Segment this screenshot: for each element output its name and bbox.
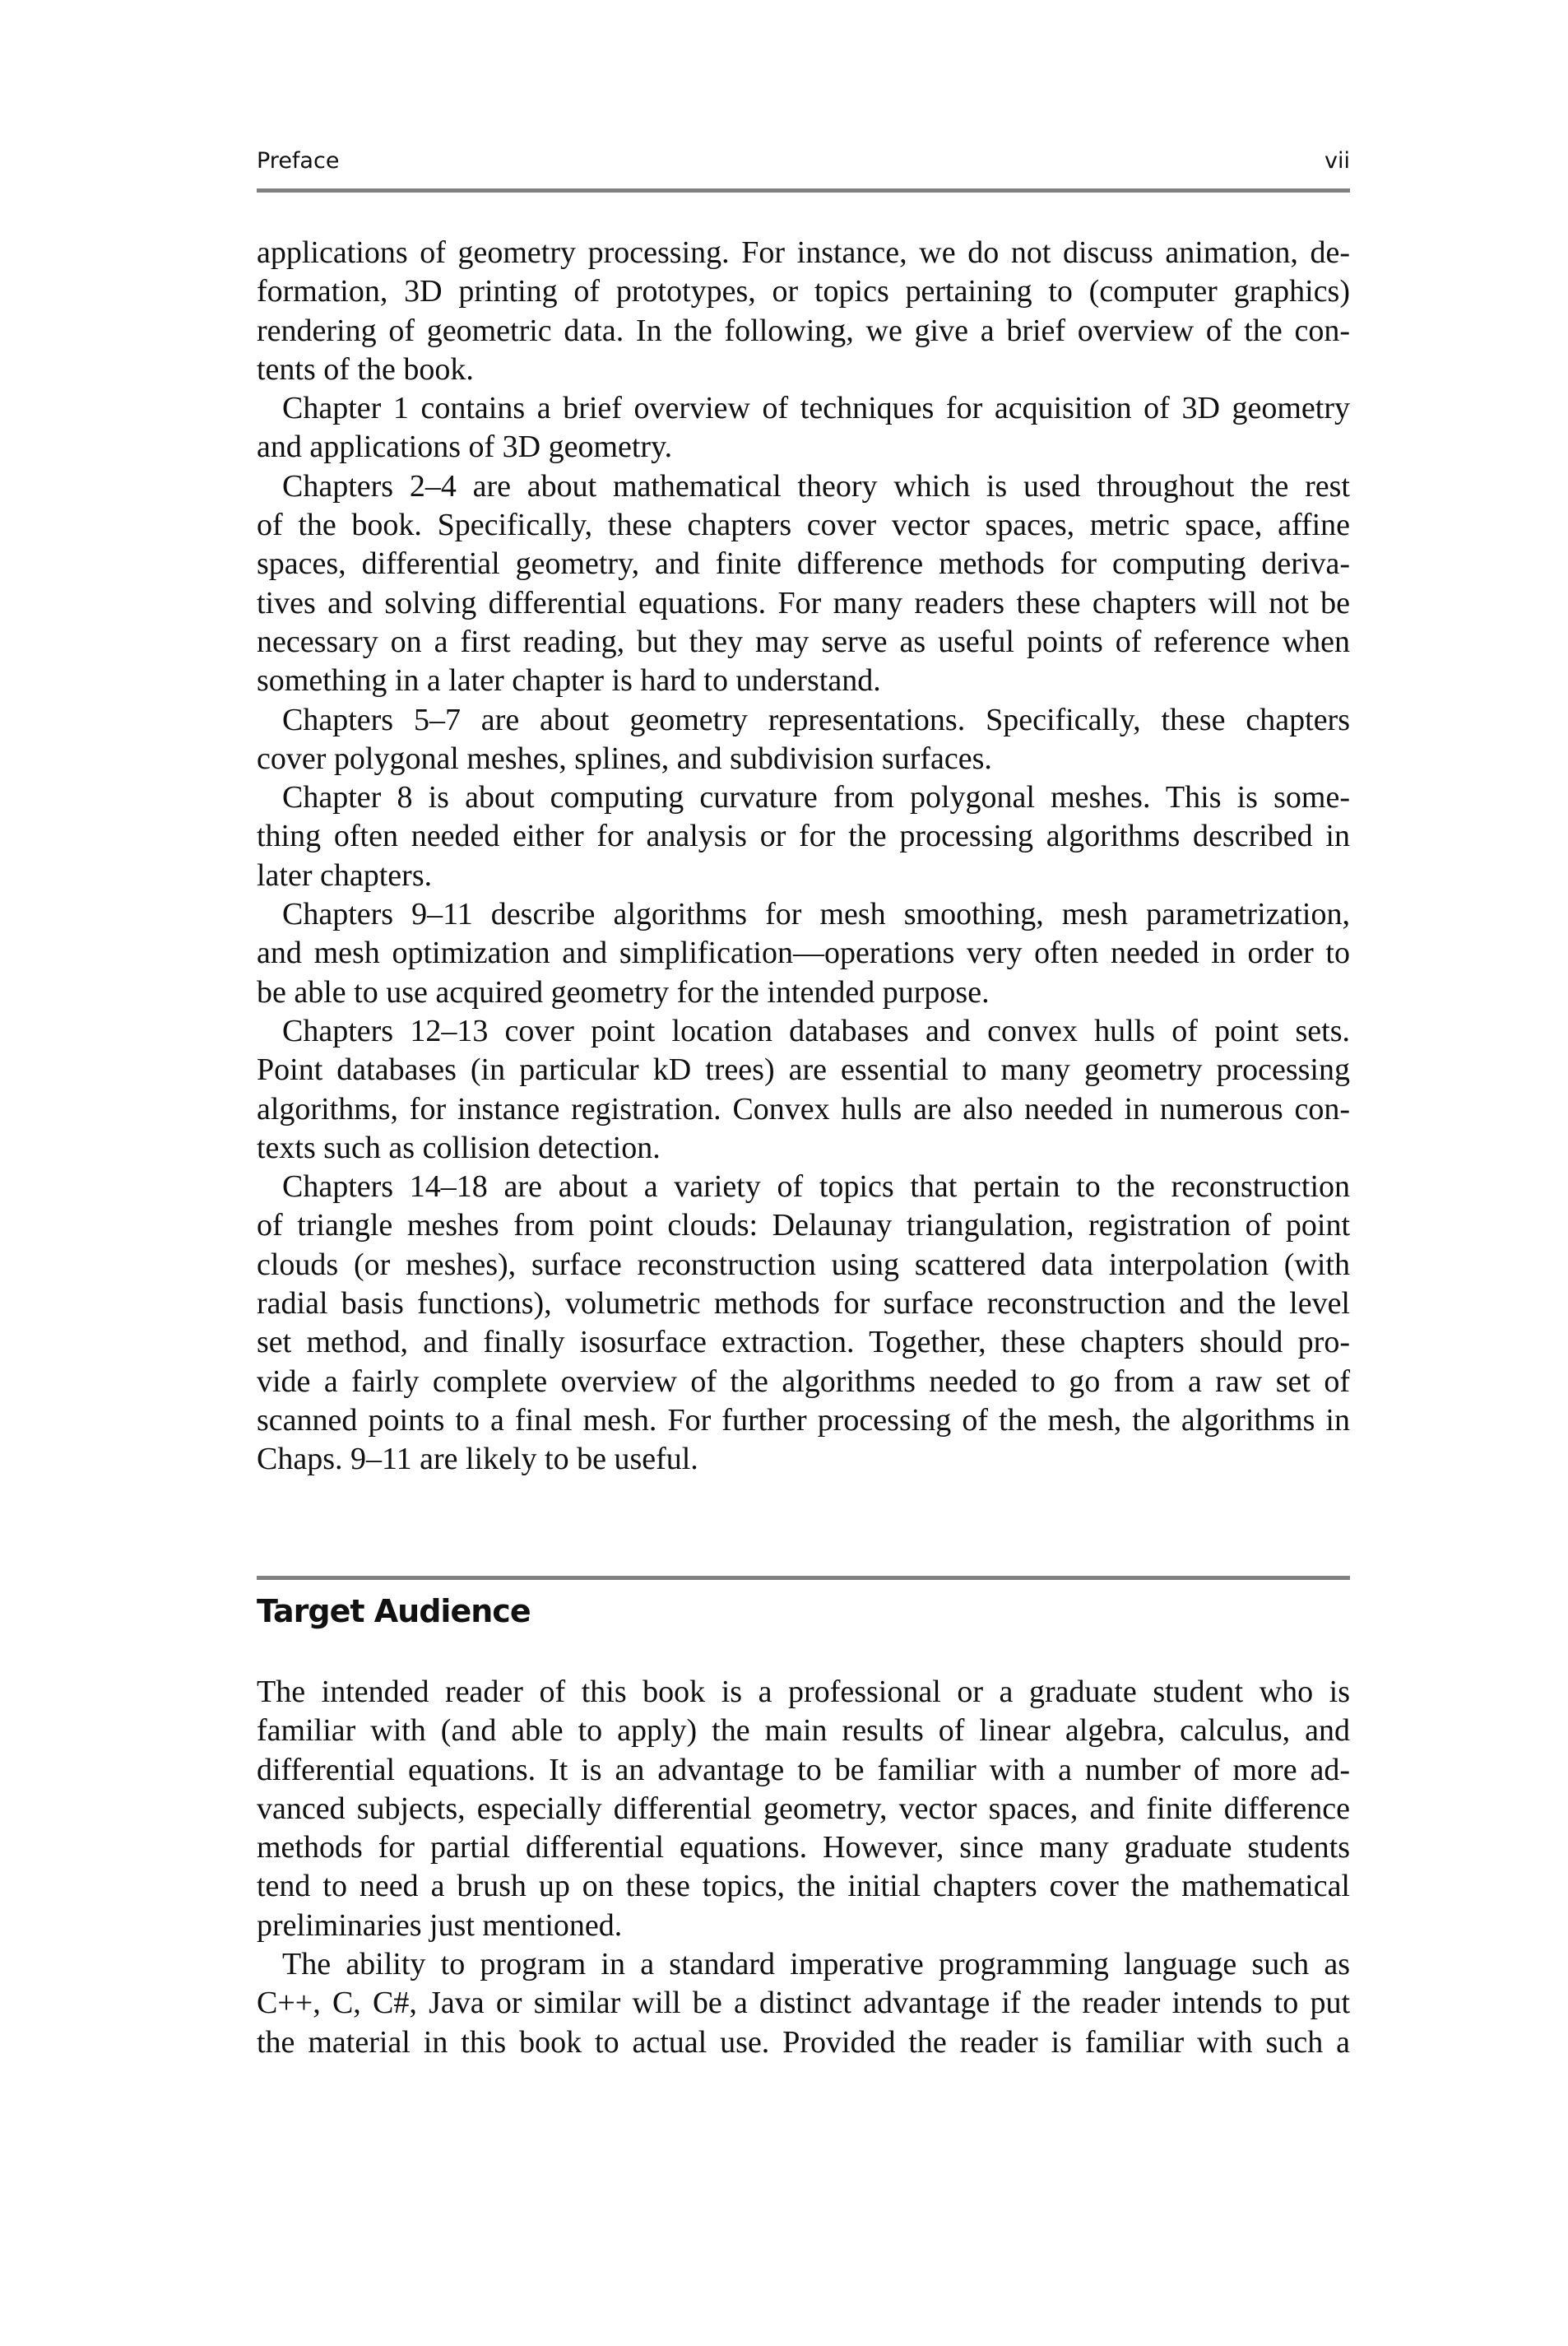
text-line: tend to need a brush up on these topics, the initial chapters cover the mathematical [257, 1869, 1350, 1904]
paragraph [257, 701, 1350, 779]
text-line: rendering of geometric data. In the following, we give a brief overview of the con- [257, 313, 1350, 348]
text-line: and mesh optimization and simplification—operations very often needed in order to [257, 936, 1350, 971]
text-line: something in a later chapter is hard to understand. [257, 663, 881, 699]
text-line: necessary on a first reading, but they may serve as useful points of reference when [257, 624, 1350, 659]
text-line: of triangle meshes from point clouds: Delaunay triangulation, registration of point [257, 1208, 1350, 1243]
text-line: be able to use acquired geometry for the intended purpose. [257, 974, 990, 1010]
text-line: tives and solving differential equations. For many readers these chapters will not be [257, 585, 1350, 620]
paragraph [257, 1945, 1350, 2062]
text-line: set method, and finally isosurface extraction. Together, these chapters should pro- [257, 1325, 1350, 1360]
text-line: Chapters 14–18 are about a variety of topics that pertain to the reconstruction [282, 1169, 1350, 1205]
paragraph [257, 1012, 1350, 1168]
text-line: thing often needed either for analysis or for the processing algorithms described in [257, 819, 1350, 854]
text-line: of the book. Specifically, these chapters cover vector spaces, metric space, affine [257, 508, 1350, 543]
running-header-section: Preface [257, 148, 340, 174]
text-line: radial basis functions), volumetric methods for surface reconstruction and the level [257, 1286, 1350, 1322]
text-line: Chapter 1 contains a brief overview of techniques for acquisition of 3D geometry [282, 391, 1350, 426]
text-line: C++, C, C#, Java or similar will be a distinct advantage if the reader intends to put [257, 1986, 1350, 2021]
text-line: Chapters 9–11 describe algorithms for mesh smoothing, mesh parametrization, [282, 897, 1350, 932]
text-line: algorithms, for instance registration. Convex hulls are also needed in numerous con- [257, 1091, 1350, 1127]
text-line: texts such as collision detection. [257, 1130, 661, 1165]
text-line: preliminaries just mentioned. [257, 1907, 623, 1943]
text-line: clouds (or meshes), surface reconstruction using scattered data interpolation (with [257, 1247, 1350, 1282]
text-line: methods for partial differential equations. However, since many graduate students [257, 1830, 1350, 1865]
text-line: Chaps. 9–11 are likely to be useful. [257, 1442, 698, 1477]
text-line: spaces, differential geometry, and finite difference methods for computing deriva- [257, 546, 1350, 582]
text-line: and applications of 3D geometry. [257, 430, 673, 465]
paragraph [257, 467, 1350, 701]
text-line: Chapters 12–13 cover point location databases and convex hulls of point sets. [282, 1013, 1350, 1048]
text-line: Chapter 8 is about computing curvature from polygonal meshes. This is some- [282, 780, 1350, 815]
paragraph [257, 234, 1350, 389]
page-number: vii [1324, 148, 1350, 174]
text-line: applications of geometry processing. For instance, we do not discuss animation, de- [257, 235, 1350, 270]
text-line: Chapters 5–7 are about geometry representations. Specifically, these chapters [282, 702, 1350, 737]
text-line: tents of the book. [257, 351, 474, 387]
text-line: The intended reader of this book is a professional or a graduate student who is [257, 1675, 1350, 1709]
text-line: later chapters. [257, 857, 433, 893]
section-heading: Target Audience [257, 1593, 531, 1629]
header-rule [257, 188, 1350, 193]
text-line: cover polygonal meshes, splines, and subdivision surfaces. [257, 741, 992, 776]
text-line: vide a fairly complete overview of the algorithms needed to go from a raw set of [257, 1363, 1350, 1399]
text-line: scanned points to a final mesh. For further processing of the mesh, the algorithms in [257, 1402, 1350, 1438]
paragraph [257, 1168, 1350, 1479]
text-line: Point databases (in particular kD trees) are essential to many geometry processing [257, 1052, 1350, 1088]
text-line: The ability to program in a standard imperative programming language such as [282, 1947, 1350, 1982]
running-header [257, 148, 1350, 181]
preface-contents-section [257, 234, 1350, 1480]
paragraph [257, 1673, 1350, 1945]
text-line: differential equations. It is an advantage to be familiar with a number of more ad- [257, 1752, 1350, 1787]
paragraph [257, 389, 1350, 467]
text-line: formation, 3D printing of prototypes, or topics pertaining to (computer graphics) [257, 274, 1350, 309]
section-rule [257, 1576, 1350, 1580]
text-line: Chapters 2–4 are about mathematical theory which is used throughout the rest [282, 468, 1350, 504]
target-audience-section [257, 1673, 1350, 2062]
text-line: vanced subjects, especially differential geometry, vector spaces, and finite difference [257, 1791, 1350, 1826]
paragraph [257, 778, 1350, 895]
text-line: the material in this book to actual use. Provided the reader is familiar with such a [257, 2024, 1350, 2060]
paragraph [257, 895, 1350, 1012]
text-line: familiar with (and able to apply) the main results of linear algebra, calculus, and [257, 1713, 1350, 1749]
